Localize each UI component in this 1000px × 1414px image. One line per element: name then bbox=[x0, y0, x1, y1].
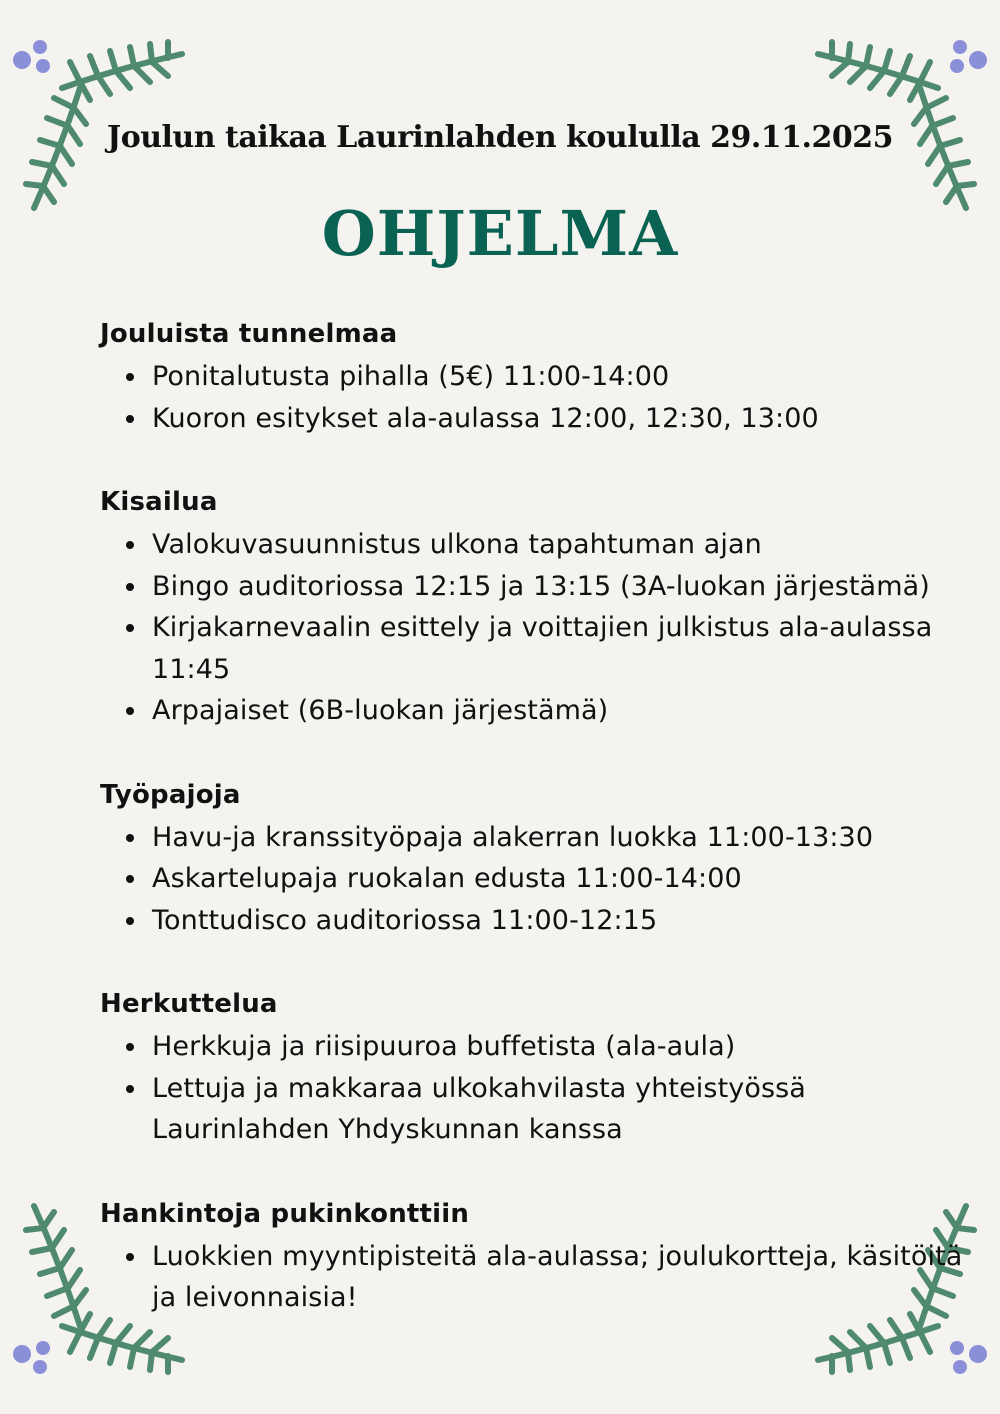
section-kisailua bbox=[100, 480, 970, 732]
section-items bbox=[100, 817, 970, 942]
bullet-icon bbox=[126, 707, 134, 715]
section-items bbox=[100, 1236, 970, 1319]
page-header bbox=[0, 120, 1000, 270]
item-text: Arpajaiset (6B-luokan järjestämä) bbox=[152, 695, 609, 726]
bullet-icon bbox=[126, 1085, 134, 1093]
list-item bbox=[100, 607, 970, 690]
section-herkuttelua bbox=[100, 982, 970, 1151]
bullet-icon bbox=[126, 917, 134, 925]
bullet-icon bbox=[126, 373, 134, 381]
list-item bbox=[100, 1068, 970, 1151]
list-item bbox=[100, 356, 970, 398]
list-item bbox=[100, 524, 970, 566]
bullet-icon bbox=[126, 583, 134, 591]
list-item bbox=[100, 566, 970, 608]
item-text: Herkkuja ja riisipuuroa buffetista (ala-aula) bbox=[152, 1031, 736, 1062]
bullet-icon bbox=[126, 624, 134, 632]
program-list bbox=[100, 312, 970, 1360]
section-items bbox=[100, 1026, 970, 1151]
list-item bbox=[100, 817, 970, 859]
list-item bbox=[100, 398, 970, 440]
list-item bbox=[100, 1026, 970, 1068]
bullet-icon bbox=[126, 834, 134, 842]
event-subtitle: Joulun taikaa Laurinlahden koululla 29.11.2025 bbox=[107, 120, 893, 155]
bullet-icon bbox=[126, 1043, 134, 1051]
section-title: Työpajoja bbox=[100, 779, 241, 810]
item-text: Luokkien myyntipisteitä ala-aulassa; joulukortteja, käsitöitä ja leivonnaisia! bbox=[152, 1240, 963, 1313]
item-text: Kuoron esitykset ala-aulassa 12:00, 12:30, 13:00 bbox=[152, 402, 819, 434]
list-item bbox=[100, 690, 970, 732]
list-item bbox=[100, 1236, 970, 1319]
item-text: Ponitalutusta pihalla (5€) 11:00-14:00 bbox=[152, 361, 670, 392]
item-text: Askartelupaja ruokalan edusta 11:00-14:00 bbox=[152, 863, 742, 894]
list-item bbox=[100, 858, 970, 900]
section-title: Hankintoja pukinkonttiin bbox=[100, 1198, 470, 1229]
bullet-icon bbox=[126, 875, 134, 883]
list-item bbox=[100, 900, 970, 942]
bullet-icon bbox=[126, 415, 134, 423]
item-text: Valokuvasuunnistus ulkona tapahtuman ajan bbox=[152, 529, 762, 560]
section-items bbox=[100, 524, 970, 732]
item-text: Lettuja ja makkaraa ulkokahvilasta yhteistyössä Laurinlahden Yhdyskunnan kanssa bbox=[152, 1072, 806, 1145]
bullet-icon bbox=[126, 541, 134, 549]
section-jouluista-tunnelmaa bbox=[100, 312, 970, 439]
item-text: Tonttudisco auditoriossa 11:00-12:15 bbox=[152, 904, 658, 936]
item-text: Havu-ja kranssityöpaja alakerran luokka 11:00-13:30 bbox=[152, 821, 874, 853]
section-title: Jouluista tunnelmaa bbox=[100, 319, 398, 349]
section-title: Herkuttelua bbox=[100, 989, 278, 1019]
bullet-icon bbox=[126, 1253, 134, 1261]
item-text: Kirjakarnevaalin esittely ja voittajien julkistus ala-aulassa 11:45 bbox=[152, 612, 933, 685]
page-title: OHJELMA bbox=[321, 197, 679, 270]
section-hankintoja-pukinkonttiin bbox=[100, 1192, 970, 1319]
item-text: Bingo auditoriossa 12:15 ja 13:15 (3A-luokan järjestämä) bbox=[152, 570, 930, 602]
section-title: Kisailua bbox=[100, 487, 218, 517]
section-items bbox=[100, 356, 970, 439]
section-tyopajoja bbox=[100, 773, 970, 942]
